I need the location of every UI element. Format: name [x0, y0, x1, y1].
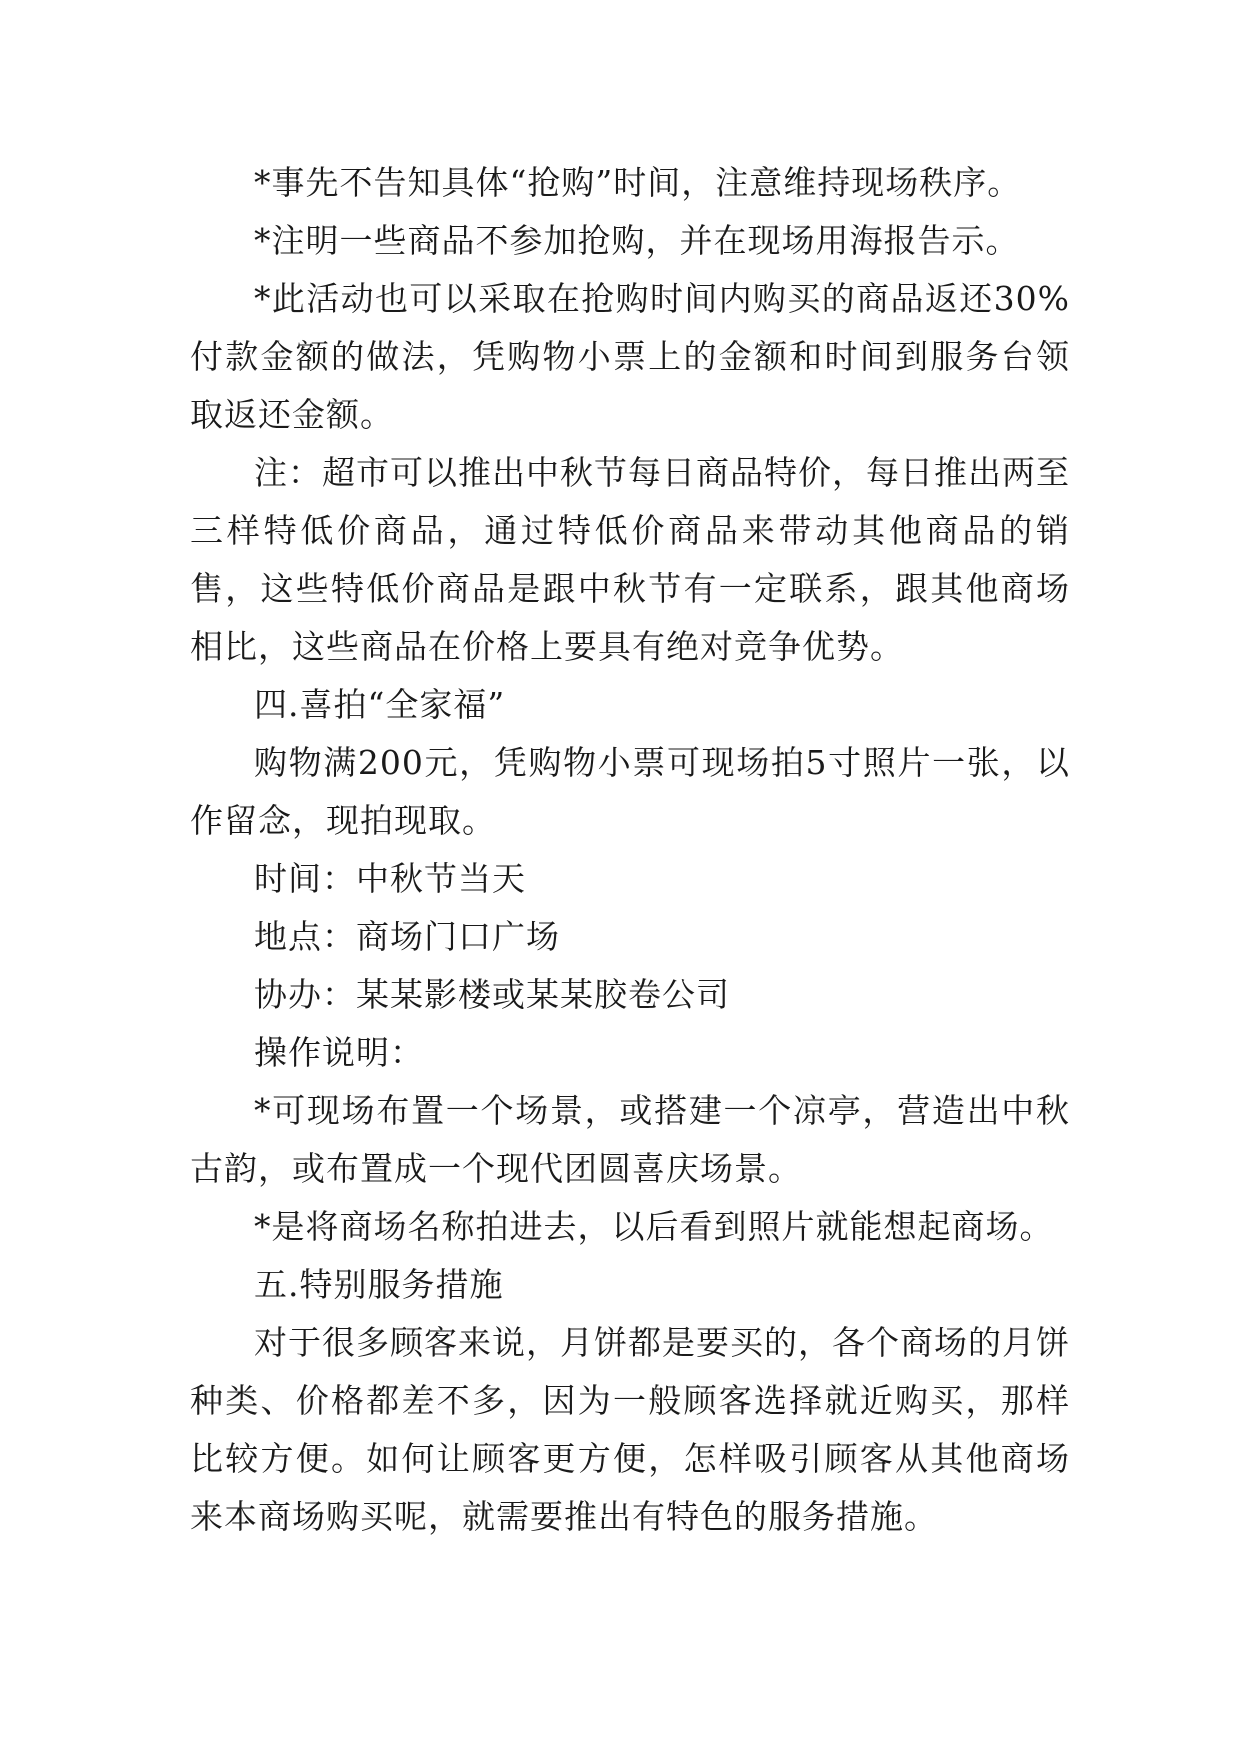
- bullet-no-advance-notice: *事先不告知具体“抢购”时间，注意维持现场秩序。: [254, 163, 1022, 202]
- event-co-organizer: 协办：某某影楼或某某胶卷公司: [254, 975, 730, 1014]
- special-services-paragraph: 对于很多顾客来说，月饼都是要买的，各个商场的月饼种类、价格都差不多，因为一般顾客选择就近购买，那样比较方便。如何让顾客更方便，怎样吸引顾客从其他商场来本商场购买呢，就需要推出有特色的服务措施。: [190, 1323, 1070, 1536]
- operation-notes-label: 操作说明：: [254, 1033, 424, 1072]
- photo-offer-paragraph: 购物满200元，凭购物小票可现场拍5寸照片一张，以作留念，现拍现取。: [190, 743, 1070, 840]
- section-heading-family-photo: 四.喜拍“全家福”: [254, 685, 506, 724]
- note-daily-specials: 注：超市可以推出中秋节每日商品特价，每日推出两至三样特低价商品，通过特低价商品来带动其他商品的销售，这些特低价商品是跟中秋节有一定联系，跟其他商场相比，这些商品在价格上要具有绝对竞争优势。: [190, 453, 1070, 666]
- bullet-excluded-goods: *注明一些商品不参加抢购，并在现场用海报告示。: [254, 221, 1020, 260]
- bullet-store-name-in-photo: *是将商场名称拍进去，以后看到照片就能想起商场。: [254, 1207, 1054, 1246]
- event-location: 地点：商场门口广场: [254, 917, 560, 956]
- section-heading-special-services: 五.特别服务措施: [254, 1265, 504, 1304]
- event-time: 时间：中秋节当天: [254, 859, 526, 898]
- bullet-refund-option: *此活动也可以采取在抢购时间内购买的商品返还30%付款金额的做法，凭购物小票上的金额和时间到服务台领取返还金额。: [190, 279, 1070, 434]
- bullet-scene-setup: *可现场布置一个场景，或搭建一个凉亭，营造出中秋古韵，或布置成一个现代团圆喜庆场景。: [190, 1091, 1070, 1188]
- document-body: [190, 154, 1070, 1546]
